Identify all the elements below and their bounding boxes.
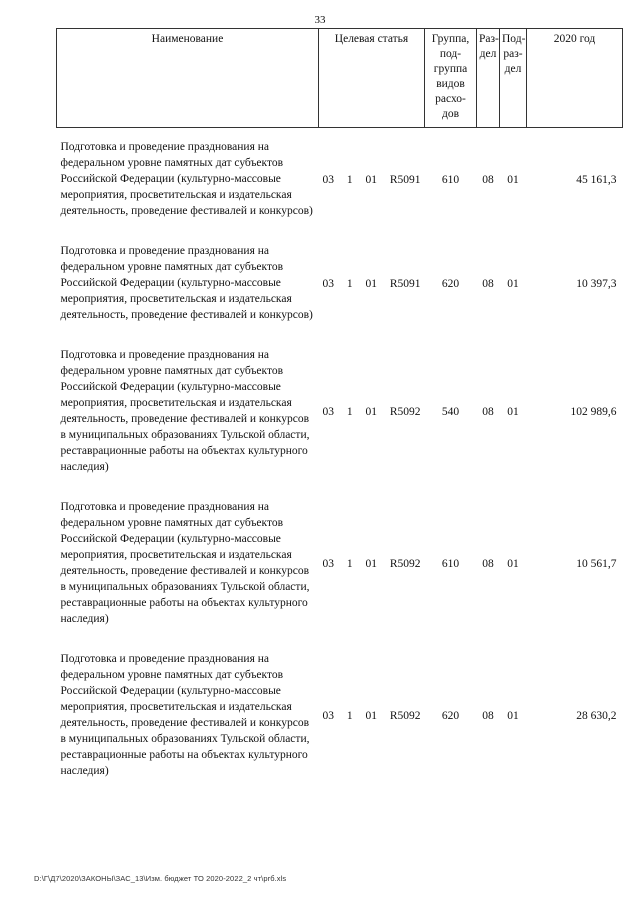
target-event: 01 xyxy=(365,710,377,722)
row-name: Подготовка и проведение празднования на федеральном уровне памятных дат субъектов Российской Федерации (культурно-массовые мероприятия, просветительская и издательская деятельность, проведение фестивалей и конкурсов в муниципальных образованиях Тульской области, реставрационные работы на объектах культурного наследия) xyxy=(60,349,310,473)
row-subsection: 01 xyxy=(507,558,519,570)
budget-table xyxy=(56,28,623,792)
row-name: Подготовка и проведение празднования на федеральном уровне памятных дат субъектов Российской Федерации (культурно-массовые мероприятия, просветительская и издательская деятельность, проведение фестивалей и конкурсов) xyxy=(60,245,313,321)
row-amount: 102 989,6 xyxy=(570,406,617,418)
target-program: 03 xyxy=(322,278,334,290)
row-group: 610 xyxy=(441,174,460,186)
row-section: 08 xyxy=(482,710,494,722)
target-code: R5092 xyxy=(389,406,421,418)
target-code: R5091 xyxy=(389,174,421,186)
row-subsection: 01 xyxy=(507,406,519,418)
table-row xyxy=(57,640,623,792)
row-target xyxy=(319,640,425,792)
row-subsection: 01 xyxy=(507,174,519,186)
row-target xyxy=(319,336,425,488)
header-section: Раз-дел xyxy=(477,29,500,128)
target-program: 03 xyxy=(322,406,334,418)
target-program: 03 xyxy=(322,558,334,570)
row-subsection: 01 xyxy=(507,710,519,722)
row-section: 08 xyxy=(482,174,494,186)
row-target xyxy=(319,488,425,640)
header-group: Группа, под-группа видов расхо-дов xyxy=(425,29,477,128)
row-group: 540 xyxy=(441,406,460,418)
row-section: 08 xyxy=(482,558,494,570)
row-section: 08 xyxy=(482,278,494,290)
page-number: 33 xyxy=(314,14,326,26)
row-target xyxy=(319,232,425,336)
target-subprogram: 1 xyxy=(346,406,353,418)
header-row xyxy=(57,29,623,128)
target-subprogram: 1 xyxy=(346,174,353,186)
target-code: R5092 xyxy=(389,558,421,570)
row-target xyxy=(319,128,425,233)
target-event: 01 xyxy=(365,174,377,186)
target-code: R5091 xyxy=(389,278,421,290)
target-code: R5092 xyxy=(389,710,421,722)
row-group: 620 xyxy=(441,278,460,290)
row-name: Подготовка и проведение празднования на федеральном уровне памятных дат субъектов Российской Федерации (культурно-массовые мероприятия, просветительская и издательская деятельность, проведение фестивалей и конкурсов в муниципальных образованиях Тульской области, реставрационные работы на объектах культурного наследия) xyxy=(60,501,310,625)
header-name: Наименование xyxy=(57,29,319,128)
header-subsection: Под-раз-дел xyxy=(500,29,527,128)
row-amount: 10 397,3 xyxy=(576,278,617,290)
row-group: 610 xyxy=(441,558,460,570)
header-target: Целевая статья xyxy=(319,29,425,128)
target-event: 01 xyxy=(365,278,377,290)
table-row xyxy=(57,128,623,233)
file-path-footer: D:\Г\Д7\2020\ЗАКОНЫ\ЗАС_13\Изм. бюджет ТО 2020-2022_2 чт\prб.xls xyxy=(34,874,287,883)
target-event: 01 xyxy=(365,558,377,570)
row-section: 08 xyxy=(482,406,494,418)
row-amount: 10 561,7 xyxy=(576,558,617,570)
target-subprogram: 1 xyxy=(346,710,353,722)
table-row xyxy=(57,488,623,640)
row-amount: 28 630,2 xyxy=(576,710,617,722)
target-subprogram: 1 xyxy=(346,278,353,290)
row-subsection: 01 xyxy=(507,278,519,290)
target-program: 03 xyxy=(322,710,334,722)
table-row xyxy=(57,232,623,336)
target-program: 03 xyxy=(322,174,334,186)
target-event: 01 xyxy=(365,406,377,418)
target-subprogram: 1 xyxy=(346,558,353,570)
row-name: Подготовка и проведение празднования на федеральном уровне памятных дат субъектов Российской Федерации (культурно-массовые мероприятия, просветительская и издательская деятельность, проведение фестивалей и конкурсов в муниципальных образованиях Тульской области, реставрационные работы на объектах культурного наследия) xyxy=(60,653,310,777)
row-amount: 45 161,3 xyxy=(576,174,617,186)
row-group: 620 xyxy=(441,710,460,722)
header-year: 2020 год xyxy=(527,29,623,128)
table-row xyxy=(57,336,623,488)
row-name: Подготовка и проведение празднования на федеральном уровне памятных дат субъектов Российской Федерации (культурно-массовые мероприятия, просветительская и издательская деятельность, проведение фестивалей и конкурсов) xyxy=(60,141,313,217)
